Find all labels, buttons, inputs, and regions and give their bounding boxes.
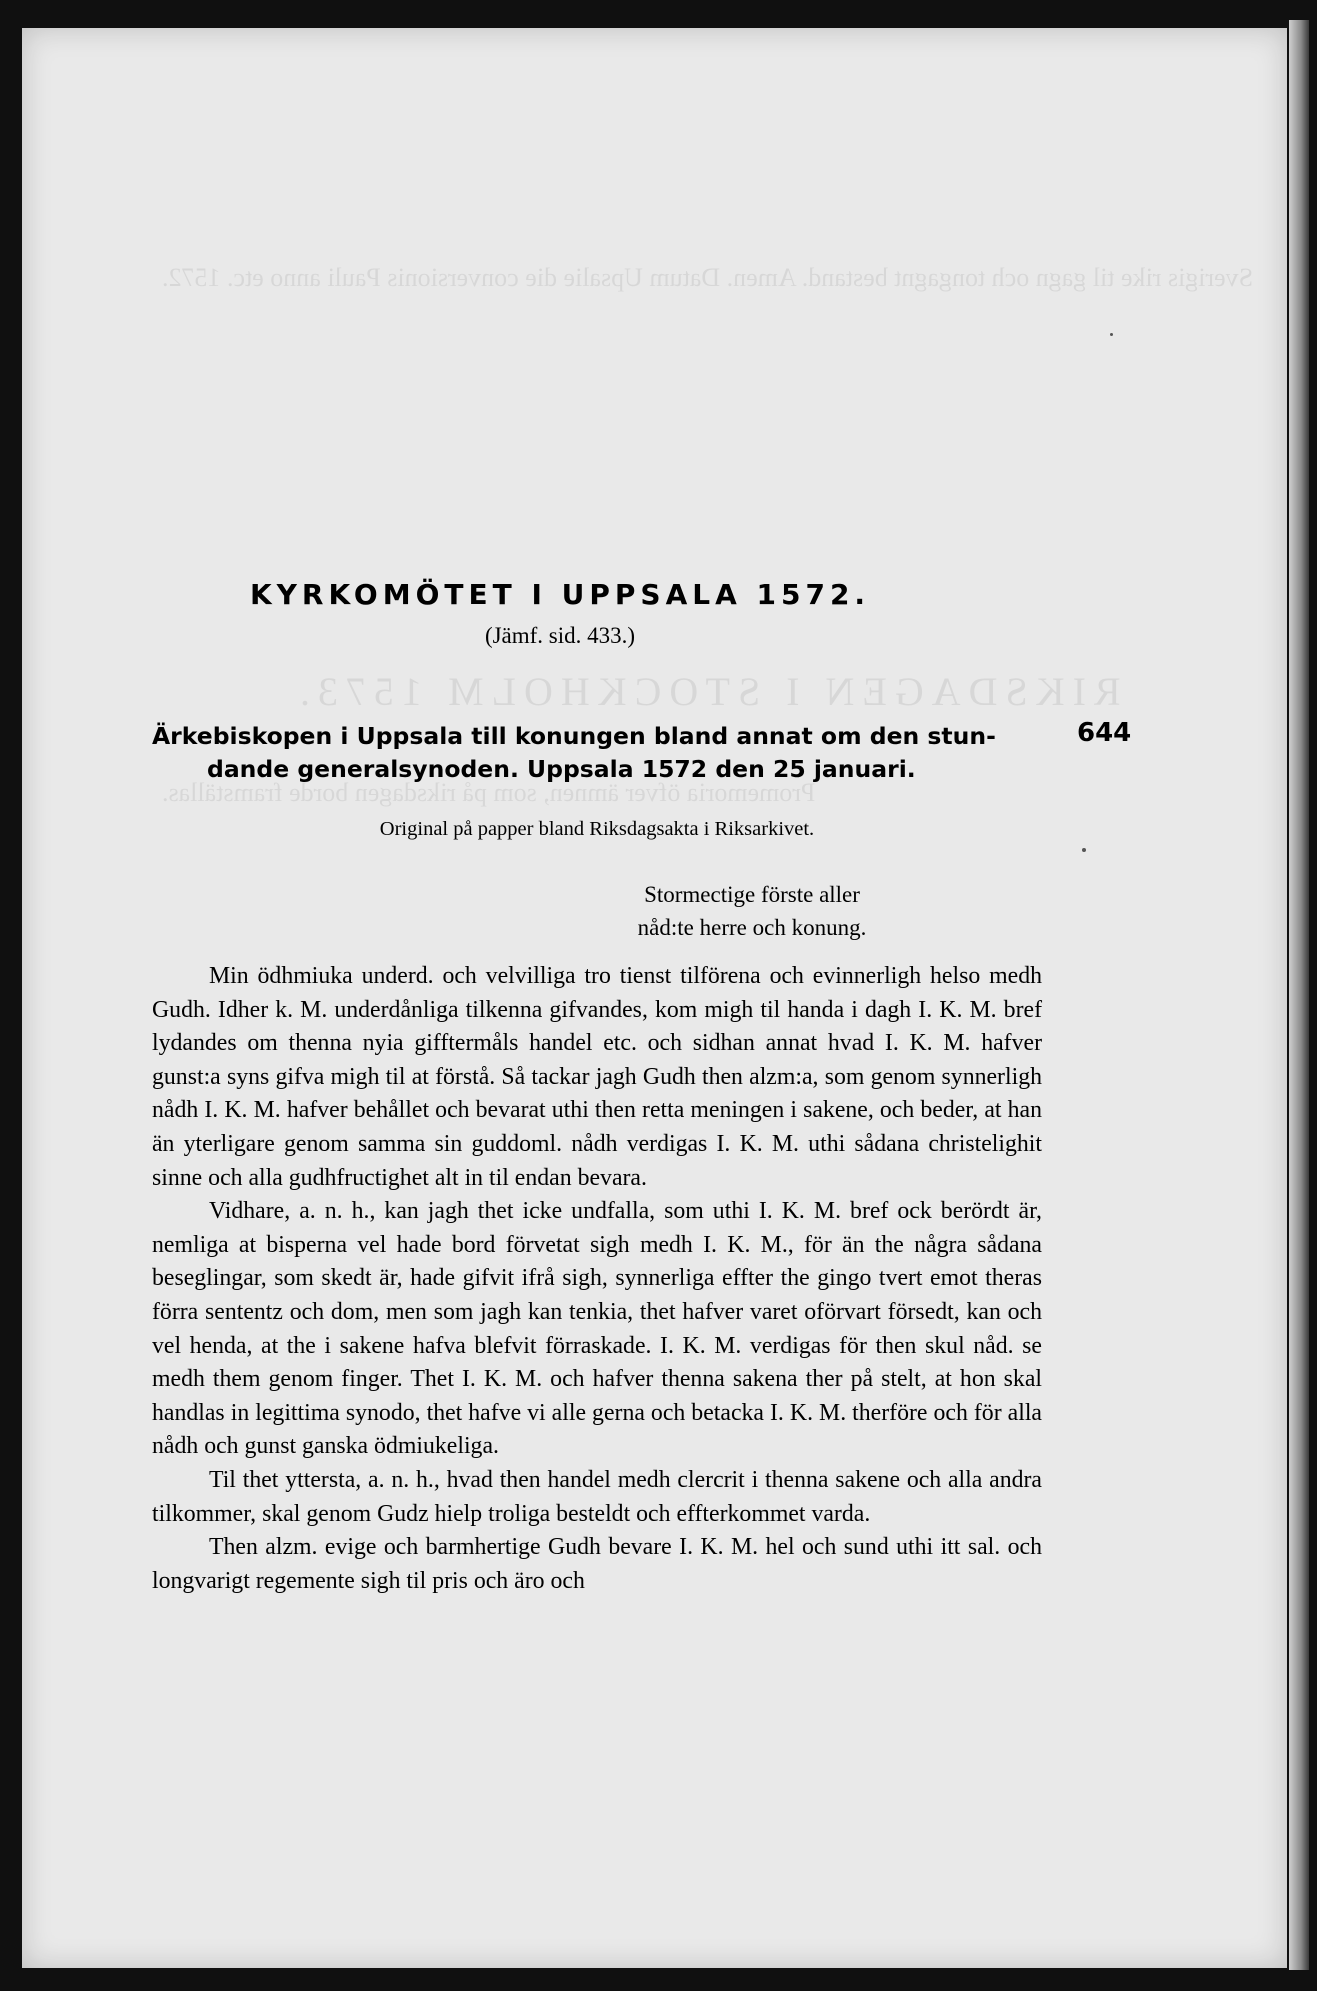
chapter-heading: KYRKOMÖTET I UPPSALA 1572. (249, 578, 871, 611)
bleedthrough-title: Promemoria öfver ämnen, som på riksdagen borde framställas. (162, 778, 816, 807)
paragraph: Min ödhmiuka underd. och velvilliga tro tienst tilförena och evinnerligh helso medh Gudh. Idher k. M. underdånliga tilkenna gifvandes, kom migh til handa i dagh I. K. M. bref lydandes om thenna nyia gifftermåls handel etc. och sidhan annat hvad I. K. M. hafver gunst:a syns gifva migh til at förstå. Så tackar jagh Gudh then alzm:a, som genom synnerligh nådh I. K. M. hafver behållet och bevarat uthi then retta meningen i sakene, och beder, at han än yterligare genom samma sin guddoml. nådh verdigas I. K. M. uthi sådana christelighit sinne och alla gudhfructighet alt in til endan bevara. (152, 963, 1042, 1191)
letter-body (152, 960, 1042, 1598)
document-number: 644 (1077, 718, 1132, 748)
bleedthrough-text: Sverigis rike til gagn och tongagnt bestand. Amen. Datum Upsalie die conversionis Pauli anno etc. 1572. (162, 263, 1254, 292)
salutation-line-2: nåd:te herre och konung. (637, 915, 867, 940)
paper-speck (1082, 848, 1086, 852)
book-spine-shadow (1289, 20, 1309, 1970)
salutation (552, 878, 952, 944)
document-title (152, 720, 1042, 786)
paragraph: Vidhare, a. n. h., kan jagh thet icke undfalla, som uthi I. K. M. bref ock berördt är, nemliga at bisperna vel hade bord förvetat sigh medh I. K. M., för än the några sådana beseglingar, som skedt är, hade gifvit ifrå sigh, synnerliga effter the gingo tvert emot theras förra sententz och dom, men som jagh kan tenkia, thet hafver varet oförvart försedt, kan och vel henda, at the i sakene hafva blefvit förraskade. I. K. M. verdigas för then skul nåd. se medh them genom finger. Thet I. K. M. och hafver thenna sakena ther på stelt, at hon skal handlas in legittima synodo, thet hafve vi alle gerna och betacka I. K. M. therföre och för alla nådh och gunst ganska ödmiukeliga. (152, 1198, 1042, 1460)
salutation-line-1: Stormectige förste aller (644, 882, 860, 907)
cross-reference: (Jämf. sid. 433.) (484, 623, 636, 648)
paragraph: Then alzm. evige och barmhertige Gudh bevare I. K. M. hel och sund uthi itt sal. och longvarigt regemente sigh til pris och äro och (152, 1534, 1042, 1594)
paper-speck (1110, 333, 1113, 336)
book-page (22, 28, 1287, 1968)
document-title-line-2: dande generalsynoden. Uppsala 1572 den 25 januari. (207, 755, 916, 783)
document-title-line-1: Ärkebiskopen i Uppsala till konungen bland annat om den stun- (152, 722, 996, 750)
bleedthrough-heading: RIKSDAGEN I STOCKHOLM 1573. (292, 669, 1121, 714)
source-note: Original på papper bland Riksdagsakta i Riksarkivet. (379, 818, 815, 840)
paragraph: Til thet yttersta, a. n. h., hvad then handel medh clercrit i thenna sakene och alla andra tilkommer, skal genom Gudz hielp troliga besteldt och effterkommet varda. (152, 1466, 1042, 1527)
